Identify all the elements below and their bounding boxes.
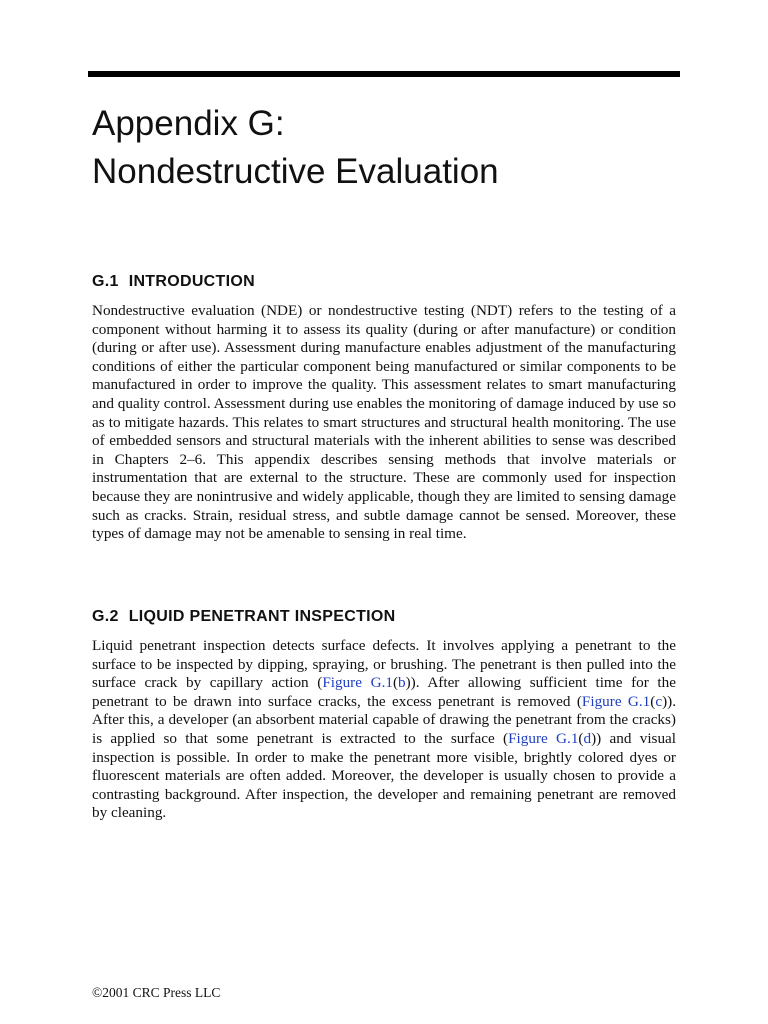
figure-link-g1c[interactable]: c — [655, 692, 663, 710]
section-number: G.2 — [92, 608, 119, 625]
top-rule — [88, 71, 680, 77]
paragraph-text: )). After this, a developer (an absorbent material capable of drawing the penetrant from the cracks) is applied so that some penetrant is extracted to the surface ( — [92, 692, 677, 747]
paragraph-text: )) and visual inspection is possible. In order to make the penetrant more visible, brightly colored dyes or fluorescent materials are often added. Moreover, the developer is usually chosen to provide a contrasting background. After inspection, the developer and remaining penetrant are removed by cleaning. — [92, 729, 677, 822]
paragraph-text: ( — [392, 674, 399, 692]
figure-link-g1d[interactable]: d — [583, 729, 592, 747]
figure-link-g1b[interactable]: b — [398, 674, 406, 692]
section-title: LIQUID PENETRANT INSPECTION — [128, 608, 396, 625]
section-heading-liquid-penetrant — [92, 608, 395, 626]
paragraph-text: ( — [650, 692, 656, 710]
figure-link-g1[interactable]: Figure G.1 — [581, 692, 651, 710]
figure-link-g1[interactable]: Figure G.1 — [508, 729, 579, 747]
paragraph-text: Liquid penetrant inspection detects surface defects. It involves applying a penetrant to the surface to be inspected by dipping, spraying, or brushing. The penetrant is then pulled into the surface crack by capillary action ( — [92, 637, 676, 692]
copyright-footer: ©2001 CRC Press LLC — [92, 985, 221, 1000]
paragraph-text: ( — [578, 729, 584, 747]
section-title: INTRODUCTION — [128, 273, 255, 290]
figure-link-g1[interactable]: Figure G.1 — [322, 674, 393, 692]
section-number: G.1 — [92, 273, 119, 290]
chapter-title-line2: Nondestructive Evaluation — [92, 152, 499, 191]
section-heading-introduction — [92, 273, 255, 291]
liquid-penetrant-paragraph — [92, 637, 676, 823]
chapter-title-line1: Appendix G: — [92, 104, 285, 143]
chapter-title — [92, 100, 499, 196]
introduction-paragraph: Nondestructive evaluation (NDE) or nondestructive testing (NDT) refers to the testing of a component without harming it to assess its quality (during or after manufacture) or condition (during or after use). Assessment during manufacture enables adjustment of the manufacturing conditions of either the particular component being manufactured or similar components to be manufactured in order to improve the quality. This assessment relates to smart manufacturing and quality control. Assessment during use enables the monitoring of damage induced by use so as to mitigate hazards. This relates to smart structures and structural health monitoring. The use of embedded sensors and structural materials with the inherent abilities to sense was described in Chapters 2–6. This appendix describes sensing methods that involve materials or instrumentation that are external to the structure. These are commonly used for inspection because they are nonintrusive and widely applicable, though they are limited to sensing damage such as cracks. Strain, residual stress, and subtle damage cannot be sensed. Moreover, these types of damage may not be amenable to sensing in real time. — [92, 302, 676, 543]
paragraph-text: )). After allowing sufficient time for the penetrant to be drawn into surface cracks, the excess penetrant is removed ( — [92, 674, 676, 710]
